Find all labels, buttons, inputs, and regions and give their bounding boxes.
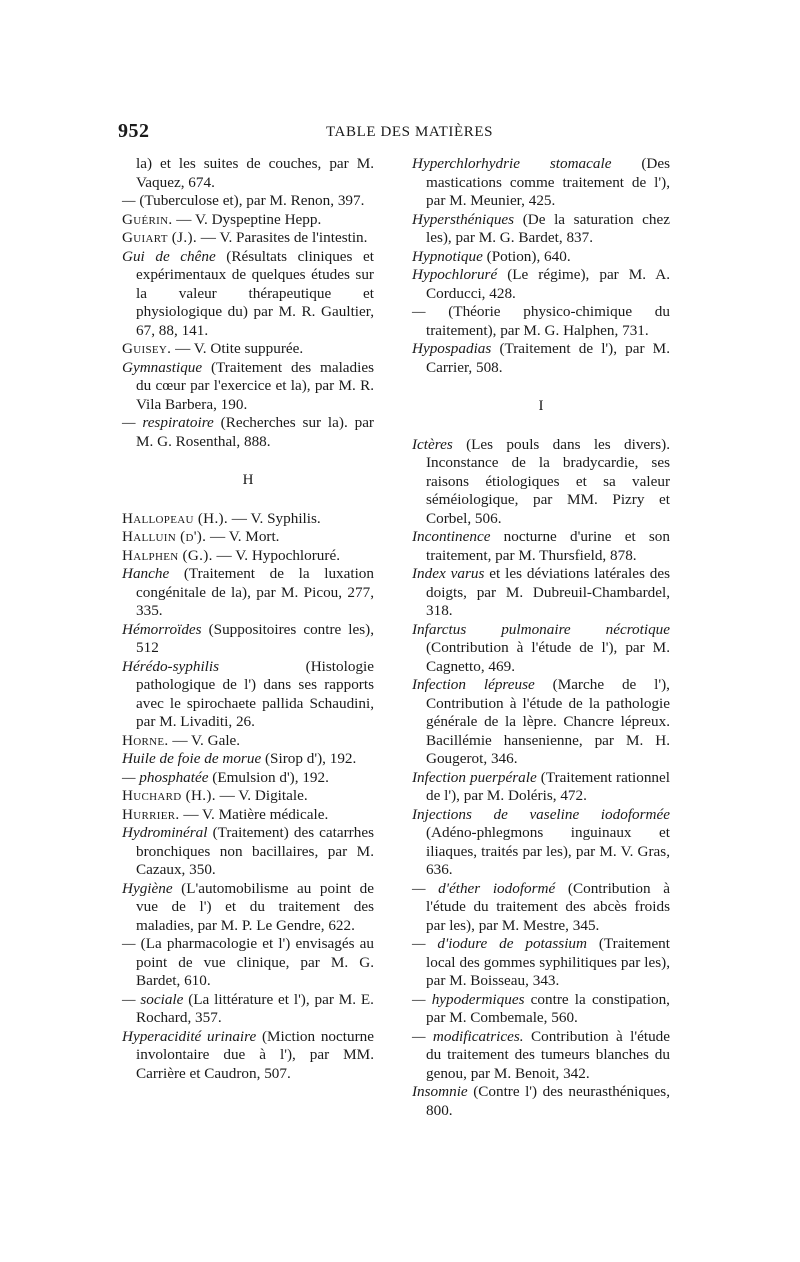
entry-text: (Contribution à l'étude de l'), par M. Cagnetto, 469. — [426, 639, 670, 675]
entry-heading: Guiart (J.). — [122, 229, 197, 246]
right-entries-i — [412, 436, 670, 1121]
index-entry — [412, 769, 670, 806]
index-entry — [412, 1083, 670, 1120]
right-column — [412, 155, 670, 1120]
running-title: TABLE DES MATIÈRES — [326, 124, 494, 140]
entry-heading: — d'éther iodoformé — [412, 879, 556, 897]
index-entry — [122, 528, 374, 547]
index-entry — [122, 248, 374, 341]
index-entry — [122, 935, 374, 991]
entry-text: (La pharmacologie et l') envisagés au point de vue clinique, par M. G. Bardet, 610. — [135, 935, 374, 989]
page-header — [118, 120, 678, 146]
index-entry — [412, 806, 670, 880]
left-column — [122, 155, 374, 1083]
entry-heading: — respiratoire — [122, 414, 214, 431]
entry-text: (Des mastications comme traitement de l'), par M. Meunier, 425. — [426, 155, 670, 209]
entry-heading: — — [122, 935, 136, 952]
entry-text: contre la constipation, par M. Combemale, 560. — [426, 990, 670, 1026]
right-entries-h — [412, 155, 670, 377]
entry-text: (Traitement des maladies du cœur par l'exercice et la), par M. R. Vila Barbera, 190. — [136, 358, 374, 413]
entry-heading: Hypospadias — [412, 340, 492, 357]
index-entry — [412, 1028, 670, 1084]
index-entry — [122, 732, 374, 751]
entry-text: (Miction nocturne involontaire due à l'), par MM. Carrière et Caudron, 507. — [136, 1027, 374, 1082]
index-entry — [122, 155, 374, 192]
index-entry — [412, 340, 670, 377]
entry-text: (Recherches sur la). par M. G. Rosenthal, 888. — [136, 414, 374, 450]
index-entry — [122, 787, 374, 806]
entry-text: (De la saturation chez les), par M. G. Bardet, 837. — [426, 210, 670, 246]
entry-heading: — phosphatée — [122, 768, 209, 786]
entry-text: (Théorie physico-chimique du traitement), par M. G. Halphen, 731. — [425, 303, 670, 339]
entry-heading: Hyperchlorhydrie stomacale — [412, 155, 612, 172]
index-entry — [122, 229, 374, 248]
index-entry — [122, 658, 374, 732]
entry-text: (Les pouls dans les divers). Inconstance de la bradycardie, ses raisons étiologiques et sa valeur séméiologique, par MM. Pizry et Corbel, 506. — [426, 435, 670, 527]
entry-heading: Hygiène — [122, 879, 173, 897]
entry-text: (Contre l') des neurasthéniques, 800. — [426, 1083, 670, 1119]
entry-text: — V. Digitale. — [215, 787, 308, 804]
entry-text: — V. Otite suppurée. — [171, 340, 304, 357]
index-entry — [412, 991, 670, 1028]
section-letter-i: I — [538, 398, 544, 414]
entry-text: (Potion), 640. — [482, 247, 571, 265]
index-entry — [122, 806, 374, 825]
entry-heading: — — [122, 192, 136, 209]
index-entry — [122, 211, 374, 230]
entry-heading: Hyperacidité urinaire — [122, 1027, 257, 1045]
index-entry — [122, 547, 374, 566]
entry-heading: Hallopeau (H.). — [122, 509, 228, 527]
entry-text: (Histologie pathologique de l') dans ses rapports avec le spirochaete pallida Schaudini, par M. Livaditi, 26. — [136, 657, 374, 730]
entry-heading: Hydrominéral — [122, 824, 208, 841]
entry-heading: — d'iodure de potassium — [412, 935, 587, 952]
entry-heading: Hypnotique — [412, 247, 483, 265]
index-entry — [412, 266, 670, 303]
left-entries-h — [122, 510, 374, 1084]
index-entry — [122, 621, 374, 658]
entry-heading: Insomnie — [412, 1083, 468, 1100]
entry-heading: Incontinence — [412, 528, 491, 545]
index-entry — [412, 436, 670, 529]
entry-heading: Infection lépreuse — [412, 676, 535, 693]
entry-text: — V. Parasites de l'intestin. — [196, 229, 368, 246]
entry-text: (Résultats cliniques et expérimentaux de quelques études sur la valeur thérapeutique et physiologique du) par M. R. Gaultier, 67, 88, 141. — [136, 247, 374, 339]
entry-text: (Sirop d'), 192. — [261, 750, 357, 767]
entry-text: (Traitement rationnel de l'), par M. Doléris, 472. — [426, 768, 670, 804]
entry-text: — V. Matière médicale. — [179, 805, 329, 823]
entry-text: (Adéno-phlegmons inguinaux et iliaques, traités par les), par M. V. Gras, 636. — [426, 824, 670, 878]
index-entry — [122, 880, 374, 936]
entry-heading: Index varus — [412, 565, 485, 582]
entry-heading: — hypodermiques — [412, 990, 525, 1008]
entry-text: et les déviations latérales des doigts, par M. Dubreuil-Chambardel, 318. — [426, 565, 671, 619]
entry-text: (Contribution à l'étude du traitement des abcès froids par les), par M. Mestre, 345. — [426, 879, 670, 934]
entry-heading: — sociale — [122, 990, 184, 1008]
entry-heading: — — [412, 303, 426, 320]
entry-heading: Hanche — [122, 565, 170, 582]
entry-heading: Hémorroïdes — [122, 620, 202, 638]
entry-heading: Huile de foie de morue — [122, 750, 262, 767]
entry-heading: — modificatrices. — [412, 1027, 524, 1045]
entry-heading: Infection puerpérale — [412, 768, 537, 786]
index-entry — [122, 565, 374, 621]
entry-text: (La littérature et l'), par M. E. Rochard, 357. — [136, 990, 374, 1026]
entry-heading: Halluin (d'). — [122, 528, 207, 545]
index-entry — [122, 192, 374, 211]
index-entry — [412, 303, 670, 340]
entry-heading: Hurrier. — [122, 805, 180, 823]
section-letter-h: H — [242, 472, 254, 488]
entry-text: (L'automobilisme au point de vue de l') et du traitement des maladies, par M. P. Le Gendre, 622. — [136, 879, 374, 934]
page-number: 952 — [118, 120, 150, 142]
index-entry — [412, 528, 670, 565]
index-entry — [122, 510, 374, 529]
entry-text: nocturne d'urine et son traitement, par M. Thursfield, 878. — [426, 528, 670, 564]
entry-text: — V. Syphilis. — [228, 509, 321, 527]
entry-text: (Traitement de la luxation congénitale de la), par M. Picou, 277, 335. — [136, 565, 374, 619]
index-entry — [412, 935, 670, 991]
left-entries-g — [122, 155, 374, 451]
entry-heading: Huchard (H.). — [122, 787, 216, 804]
entry-heading: Gymnastique — [122, 358, 203, 376]
index-entry — [122, 750, 374, 769]
index-entry — [122, 991, 374, 1028]
index-entry — [122, 824, 374, 880]
entry-text: — V. Gale. — [168, 731, 241, 749]
entry-text: Contribution à l'étude du traitement des tumeurs blanches du genou, par M. Benoit, 342. — [426, 1027, 670, 1082]
index-entry — [412, 211, 670, 248]
entry-heading: Horne. — [122, 731, 169, 749]
entry-text: (Emulsion d'), 192. — [208, 768, 329, 786]
entry-text: (Traitement de l'), par M. Carrier, 508. — [426, 340, 670, 376]
entry-heading: Hypochloruré — [412, 266, 498, 283]
entry-heading: Infarctus pulmonaire nécrotique — [412, 620, 670, 638]
entry-text: (Traitement local des gommes syphilitiques par les), par M. Boisseau, 343. — [426, 935, 670, 989]
index-entry — [412, 248, 670, 267]
entry-text: (Suppositoires contre les), 512 — [136, 620, 374, 656]
index-entry — [412, 621, 670, 677]
index-entry — [122, 340, 374, 359]
index-entry — [412, 676, 670, 769]
entry-text: (Tuberculose et), par M. Renon, 397. — [135, 192, 365, 209]
entry-text: la) et les suites de couches, par M. Vaquez, 674. — [136, 155, 374, 191]
index-entry — [122, 769, 374, 788]
index-entry — [412, 155, 670, 211]
entry-heading: Gui de chêne — [122, 247, 216, 265]
entry-heading: Injections de vaseline iodoformée — [412, 805, 670, 823]
entry-heading: Ictères — [412, 435, 453, 453]
index-entry — [122, 1028, 374, 1084]
entry-text: (Le régime), par M. A. Corducci, 428. — [426, 266, 670, 302]
index-entry — [412, 880, 670, 936]
entry-text: (Marche de l'), Contribution à l'étude de la pathologie générale de la lèpre. Chancre lépreux. Bacillémie hansenienne, par M. H. Gougerot, 346. — [426, 676, 670, 767]
entry-text: — V. Dyspeptine Hepp. — [172, 210, 322, 228]
entry-heading: Guisey. — [122, 340, 172, 357]
index-entry — [412, 565, 670, 621]
entry-text: — V. Hypochloruré. — [212, 546, 340, 564]
entry-heading: Halphen (G.). — [122, 546, 213, 564]
index-entry — [122, 414, 374, 451]
entry-heading: Guérin. — [122, 210, 173, 228]
index-entry — [122, 359, 374, 415]
entry-text: — V. Mort. — [206, 528, 280, 545]
entry-heading: Hypersthéniques — [412, 210, 515, 228]
entry-text: (Traitement) des catarrhes bronchiques non bacillaires, par M. Cazaux, 350. — [136, 824, 374, 878]
entry-heading: Hérédo-syphilis — [122, 657, 220, 675]
